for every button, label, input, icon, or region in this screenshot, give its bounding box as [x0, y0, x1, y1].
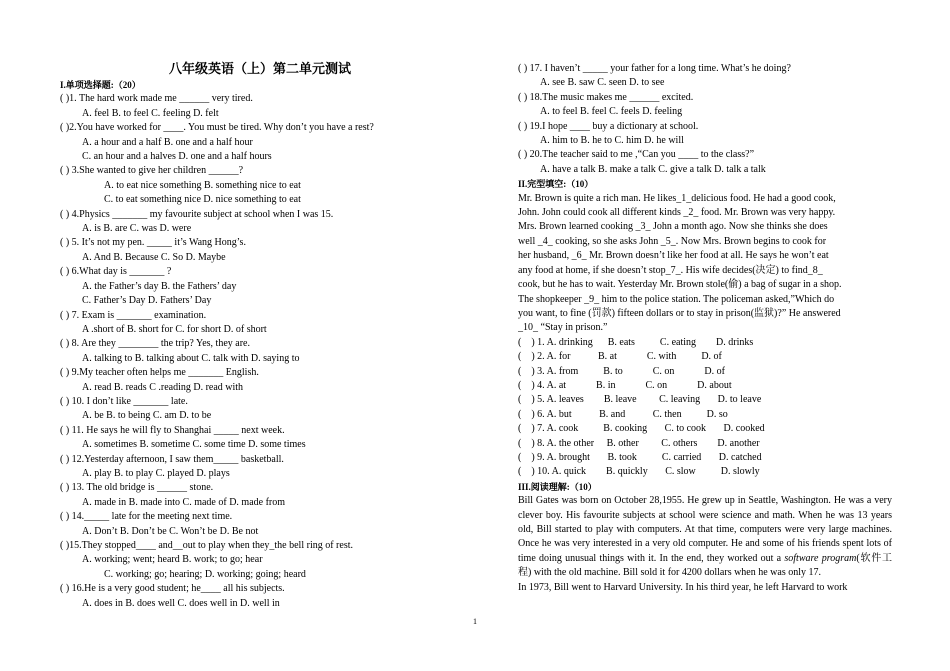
cloze-line: her husband, _6_ Mr. Brown doesn’t like her food at all. He says he won’t eat — [518, 250, 829, 262]
cloze-option-row: ( ) 1. A. drinking B. eats C. eating D. drinks — [518, 336, 754, 348]
choice-options: A. made in B. made into C. made of D. made from — [82, 496, 286, 508]
choice-question: ( ) 11. He says he will fly to Shanghai _____ next week. — [60, 424, 285, 436]
page-number: 1 — [473, 617, 477, 626]
cloze-line: well _4_ cooking, so she asks John _5_. Now Mrs. Brown begins to cook for — [518, 235, 827, 247]
choice-options: A. read B. reads C .reading D. read with — [82, 381, 244, 393]
multiple-choice-questions-continued — [518, 62, 892, 177]
cloze-option-row: ( ) 9. A. brought B. took C. carried D. catched — [518, 451, 762, 463]
choice-options: A. have a talk B. make a talk C. give a talk D. talk a talk — [540, 163, 766, 175]
cloze-option-row: ( ) 7. A. cook B. cooking C. to cook D. cooked — [518, 423, 765, 435]
choice-question: ( ) 17. I haven’t _____ your father for a long time. What’s he doing? — [518, 63, 791, 74]
section-heading-reading: III.阅读理解:（10） — [518, 481, 597, 492]
section-heading-cloze: II.完型填空:（10） — [518, 179, 594, 190]
cloze-line: Mr. Brown is quite a rich man. He likes_1_delicious food. He had a good cook, — [518, 192, 836, 204]
choice-question: ( ) 16.He is a very good student; he____ all his subjects. — [60, 583, 285, 595]
choice-question: ( ) 13. The old bridge is ______ stone. — [60, 482, 214, 494]
choice-question: ( ) 18.The music makes me ______ excited. — [518, 91, 694, 103]
choice-question: ( ) 7. Exam is _______ examination. — [60, 309, 207, 321]
choice-options: A. him to B. he to C. him D. he will — [540, 135, 684, 147]
cloze-option-row: ( ) 6. A. but B. and C. then D. so — [518, 408, 728, 420]
choice-options: A. the Father’s day B. the Fathers’ day — [82, 280, 237, 292]
choice-question: ( ) 20.The teacher said to me ,“Can you ____ to the class?” — [518, 149, 755, 161]
cloze-line: you want, to fine (罚款) fifteen dollars or to stay in prison(监狱)?” He answered — [518, 307, 841, 319]
choice-question: ( ) 9.My teacher often helps me _______ English. — [60, 367, 259, 379]
choice-options: C. working; go; hearing; D. working; going; heard — [104, 568, 306, 580]
section-heading-choice: I.单项选择题:（20） — [60, 80, 141, 90]
choice-options: A. a hour and a half B. one and a half hour — [82, 136, 253, 148]
choice-question: ( ) 4.Physics _______ my favourite subject at school when I was 15. — [60, 208, 334, 220]
left-column — [60, 62, 460, 611]
reading-emphasis: software program — [784, 552, 857, 564]
choice-options: A. to feel B. feel C. feels D. feeling — [540, 106, 683, 118]
choice-options: A. be B. to being C. am D. to be — [82, 410, 212, 422]
choice-options: C. an hour and a halves D. one and a half hours — [82, 151, 272, 163]
cloze-passage — [518, 192, 892, 336]
cloze-option-row: ( ) 4. A. at B. in C. on D. about — [518, 379, 732, 391]
cloze-line: _10_ “Stay in prison.” — [518, 322, 608, 334]
choice-options: A. feel B. to feel C. feeling D. felt — [82, 107, 219, 119]
choice-question: ( ) 19.I hope ____ buy a dictionary at school. — [518, 120, 699, 132]
multiple-choice-questions — [60, 92, 460, 611]
choice-options: A. sometimes B. sometime C. some time D. some times — [82, 439, 306, 451]
choice-options: A. play B. to play C. played D. plays — [82, 467, 230, 479]
choice-question: ( )1. The hard work made me ______ very tired. — [60, 93, 253, 105]
choice-options: A. see B. saw C. seen D. to see — [540, 77, 665, 89]
choice-question: ( ) 5. It’s not my pen. _____ it’s Wang Hong’s. — [60, 237, 246, 249]
choice-question: ( ) 3.She wanted to give her children ______? — [60, 165, 244, 177]
choice-options: A. does in B. does well C. does well in D. well in — [82, 597, 280, 609]
choice-question: ( )15.They stopped____ and__out to play when they_the bell ring of rest. — [60, 540, 353, 551]
cloze-line: any food at home, if she doesn’t stop_7_. His wife decides(决定) to find_8_ — [518, 264, 823, 276]
right-column — [518, 62, 892, 595]
cloze-option-row: ( ) 10. A. quick B. quickly C. slow D. slowly — [518, 466, 760, 478]
choice-options: A. is B. are C. was D. were — [82, 223, 192, 235]
choice-question: ( ) 6.What day is _______ ? — [60, 266, 172, 278]
choice-options: A. to eat nice something B. something nice to eat — [104, 179, 301, 191]
cloze-option-row: ( ) 2. A. for B. at C. with D. of — [518, 351, 722, 363]
choice-options: A .short of B. short for C. for short D. of short — [82, 323, 267, 335]
cloze-line: cook, but he has to wait. Yesterday Mr. Brown stole(偷) a bag of sugar in a shop. — [518, 279, 842, 291]
choice-options: A. And B. Because C. So D. Maybe — [82, 251, 226, 263]
cloze-line: Mrs. Brown learned cooking _3_ John a month ago. Now she thinks she does — [518, 221, 828, 233]
cloze-options — [518, 336, 892, 480]
choice-options: A. Don’t B. Don’t be C. Won’t be D. Be not — [82, 525, 259, 537]
choice-question: ( ) 8. Are they ________ the trip? Yes, they are. — [60, 338, 250, 350]
choice-options: A. talking to B. talking about C. talk with D. saying to — [82, 352, 300, 364]
reading-paragraph — [518, 494, 892, 580]
cloze-option-row: ( ) 5. A. leaves B. leave C. leaving D. to leave — [518, 394, 762, 406]
cloze-option-row: ( ) 3. A. from B. to C. on D. of — [518, 365, 725, 377]
choice-question: ( ) 12.Yesterday afternoon, I saw them_____ basketball. — [60, 453, 284, 465]
reading-paragraph-text: Bill Gates was born on October 28,1955. He grew up in Seattle, Washington. He was a very clever boy. His favourite subjects at school were science and math. When he was 13 years old, Bill started to play with computers. At that time, computers were very large machines. Once he was very interested in a very old computer. He and some of his friends spent lots of time doing unusual things with it. In the end, they worked out a — [518, 495, 892, 564]
choice-question: ( ) 10. I don’t like _______ late. — [60, 395, 188, 407]
choice-options: C. Father’s Day D. Fathers’ Day — [82, 295, 212, 307]
cloze-line: John. John could cook all different kinds _2_ food. Mr. Brown was very happy. — [518, 207, 836, 219]
cloze-option-row: ( ) 8. A. the other B. other C. others D. another — [518, 437, 760, 449]
choice-question: ( )2.You have worked for ____. You must be tired. Why don’t you have a rest? — [60, 122, 374, 134]
choice-options: A. working; went; heard B. work; to go; hear — [82, 554, 263, 566]
cloze-line: The shopkeeper _9_ him to the police station. The policeman asked,”Which do — [518, 293, 835, 305]
page-title: 八年级英语（上）第二单元测试 — [168, 61, 351, 76]
choice-question: ( ) 14._____ late for the meeting next time. — [60, 511, 233, 523]
reading-paragraph-2: In 1973, Bill went to Harvard University. In his third year, he left Harvard to work — [518, 581, 848, 593]
reading-paragraph-tail: (软件工程) with the old machine. Bill sold it for 4200 dollars when he was only 17. — [518, 552, 892, 579]
choice-options: C. to eat something nice D. nice something to eat — [104, 194, 301, 206]
